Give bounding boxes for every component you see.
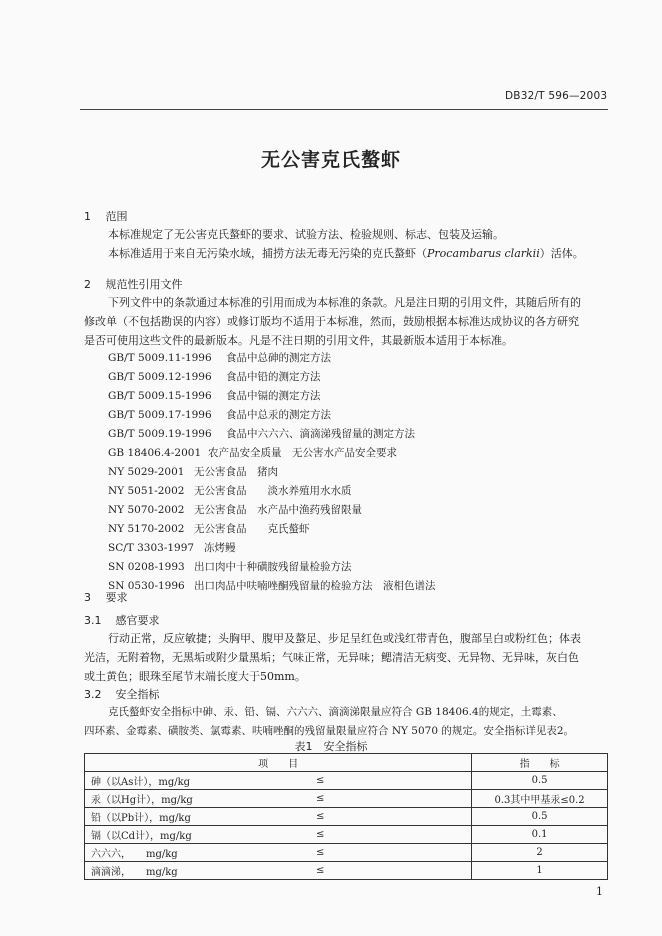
header-rule — [80, 109, 608, 110]
reference-item: NY 5029-2001 无公害食品 猪肉 — [108, 466, 278, 478]
table-row: 滴滴涕， mg/kg ≤ 1 — [85, 862, 608, 880]
scope-paragraph-2: 本标准适用于来自无污染水域，捕捞方法无毒无污染的克氏螯虾（Procambarus clarkii）活体。 — [108, 247, 584, 260]
sensory-paragraph-line-1: 行动正常，反应敏捷；头胸甲、腹甲及螯足、步足呈红色或浅红带青色，腹部呈白或粉红色；体表 — [108, 632, 581, 645]
table-caption: 表1 安全指标 — [294, 740, 368, 753]
reference-item: GB/T 5009.15-1996 食品中镉的测定方法 — [108, 390, 321, 402]
subsection-3-2-heading: 3.2 安全指标 — [84, 688, 160, 701]
section-1-heading — [84, 208, 128, 224]
safety-indicator-table — [84, 753, 608, 880]
document-code: DB32/T 596—2003 — [505, 90, 608, 102]
section-title: 规范性引用文件 — [105, 278, 183, 291]
reference-item: GB 18406.4-2001 农产品安全质量 无公害水产品安全要求 — [108, 447, 397, 459]
reference-item: GB/T 5009.11-1996 食品中总砷的测定方法 — [108, 352, 331, 364]
document-title: 无公害克氏螯虾 — [260, 149, 401, 171]
normative-paragraph-line-3: 是否可使用这些文件的最新版本。凡是不注日期的引用文件，其最新版本适用于本标准。 — [84, 334, 513, 347]
subsection-3-1-heading: 3.1 感官要求 — [84, 614, 160, 627]
normative-paragraph-line-2: 修改单（不包括勘误的内容）或修订版均不适用于本标准，然而，鼓励根据本标准达成协议的各方研究 — [84, 315, 579, 328]
reference-item: GB/T 5009.19-1996 食品中六六六、滴滴涕残留量的测定方法 — [108, 428, 415, 440]
section-number: 3 — [84, 591, 91, 604]
reference-item: SC/T 3303-1997 冻烤鳗 — [108, 542, 236, 554]
reference-item: GB/T 5009.17-1996 食品中总汞的测定方法 — [108, 409, 331, 421]
table-row: 六六六， mg/kg ≤ 2 — [85, 844, 608, 862]
section-title: 要求 — [105, 591, 128, 604]
table-header-row — [85, 754, 608, 772]
section-3-heading — [84, 589, 128, 605]
reference-item: GB/T 5009.12-1996 食品中铅的测定方法 — [108, 371, 321, 383]
table-row: 汞（以Hg计），mg/kg ≤ 0.3其中甲基汞≤0.2 — [85, 790, 608, 808]
table-row: 铅（以Pb计），mg/kg ≤ 0.5 — [85, 808, 608, 826]
section-number: 2 — [84, 278, 91, 291]
scope-paragraph-1: 本标准规定了无公害克氏螯虾的要求、试验方法、检验规则、标志、包装及运输。 — [108, 228, 504, 241]
section-title: 范围 — [105, 210, 128, 223]
header-item: 项 目 — [85, 754, 472, 772]
reference-item: NY 5170-2002 无公害食品 克氏螯虾 — [108, 523, 310, 535]
header-indicator: 指 标 — [472, 754, 608, 772]
table-row: 镉（以Cd计），mg/kg ≤ 0.1 — [85, 826, 608, 844]
section-number: 1 — [84, 210, 91, 223]
page-number: 1 — [596, 885, 603, 898]
reference-list — [108, 349, 436, 596]
section-2-heading — [84, 276, 183, 292]
safety-paragraph-line-1: 克氏螯虾安全指标中砷、汞、铅、镉、六六六、滴滴涕限量应符合 GB 18406.4的规定，土霉素、 — [108, 706, 563, 718]
normative-paragraph-line-1: 下列文件中的条款通过本标准的引用而成为本标准的条款。凡是注日期的引用文件，其随后所有的 — [108, 296, 581, 309]
safety-paragraph-line-2: 四环素、金霉素、磺胺类、氯霉素、呋喃唑酮的残留量限量应符合 NY 5070 的规定。安全指标详见表2。 — [84, 725, 575, 737]
latin-species-name: Procambarus clarkii — [427, 247, 540, 260]
reference-item: SN 0208-1993 出口肉中十种磺胺残留量检验方法 — [108, 561, 352, 573]
table-row: 砷（以As计），mg/kg ≤ 0.5 — [85, 772, 608, 790]
reference-item: NY 5051-2002 无公害食品 淡水养殖用水水质 — [108, 485, 352, 497]
sensory-paragraph-line-3: 或土黄色；眼珠至尾节末端长度大于50mm。 — [84, 670, 306, 683]
sensory-paragraph-line-2: 光洁，无附着物，无黑垢或附少量黑垢；气味正常，无异味；鳃清洁无病变、无异物、无异味，灰白色 — [84, 651, 579, 664]
reference-item: NY 5070-2002 无公害食品 水产品中渔药残留限量 — [108, 504, 362, 516]
reference-item: SN 0530-1996 出口肉品中呋喃唑酮残留量的检验方法 液相色谱法 — [108, 580, 436, 592]
